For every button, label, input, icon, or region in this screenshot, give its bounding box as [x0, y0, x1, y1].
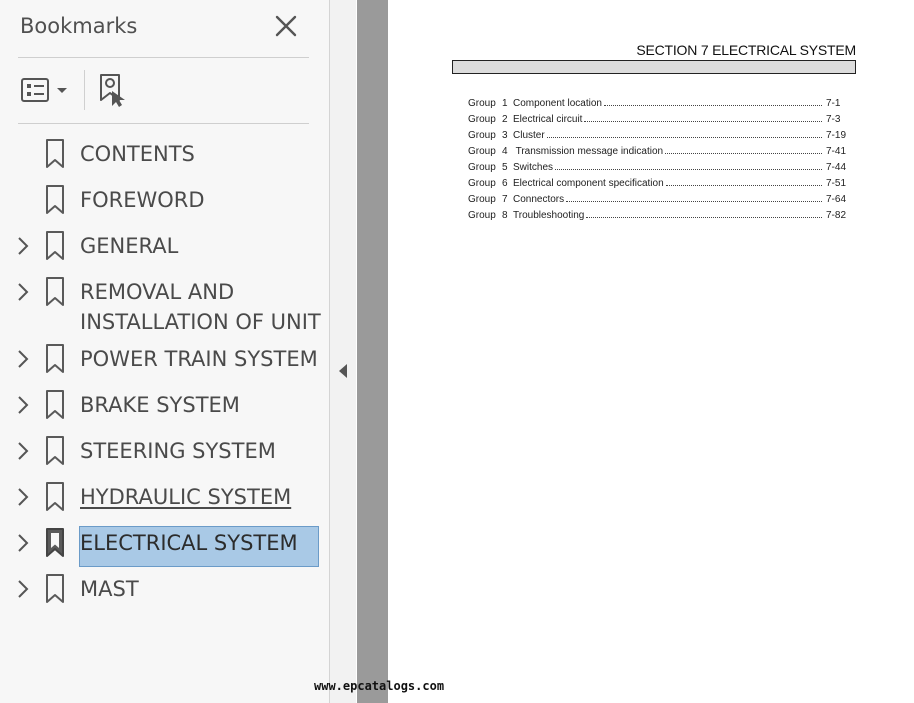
toc-num: 2 — [502, 114, 508, 125]
toc-leader — [666, 184, 822, 186]
bookmark-label[interactable]: STEERING SYSTEM — [80, 439, 276, 463]
toc-group: Group — [468, 98, 496, 109]
bookmark-icon — [45, 390, 65, 420]
toc-leader — [555, 168, 822, 170]
toc-leader — [584, 120, 822, 122]
toc-leader — [604, 104, 822, 106]
panel-title: Bookmarks — [20, 14, 138, 38]
toc-num: 4 — [502, 146, 508, 157]
toc-num: 8 — [502, 210, 508, 221]
bookmark-filled-icon — [45, 528, 65, 558]
toc-title: Connectors — [513, 194, 565, 205]
panel-splitter[interactable] — [330, 0, 356, 703]
toc-leader — [566, 200, 822, 202]
chevron-right-icon[interactable] — [16, 532, 30, 554]
toc-leader — [586, 216, 822, 218]
toc-page: 7-51 — [826, 178, 847, 189]
section-title-bar — [452, 60, 856, 74]
toc-group: Group — [468, 194, 496, 205]
document-page — [388, 0, 914, 703]
toc-num: 1 — [502, 98, 508, 109]
toc-title: Electrical circuit — [513, 114, 583, 125]
collapse-panel-icon[interactable] — [336, 362, 350, 380]
bookmark-label[interactable]: MAST — [80, 577, 139, 601]
chevron-right-icon[interactable] — [16, 440, 30, 462]
toc-group: Group — [468, 178, 496, 189]
toc-row[interactable] — [468, 125, 848, 141]
bookmarks-panel — [0, 0, 330, 703]
chevron-right-icon[interactable] — [16, 235, 30, 257]
document-gutter — [357, 0, 388, 703]
toc-page: 7-44 — [826, 162, 847, 173]
toc-page: 7-82 — [826, 210, 847, 221]
toc-row[interactable] — [468, 173, 848, 189]
toc-title: Cluster — [513, 130, 545, 141]
toc-page: 7-64 — [826, 194, 847, 205]
toc-group: Group — [468, 146, 496, 157]
toc-group: Group — [468, 162, 496, 173]
bookmark-label[interactable]: FOREWORD — [80, 188, 205, 212]
toc-page: 7-3 — [826, 114, 841, 125]
chevron-right-icon[interactable] — [16, 281, 30, 303]
toolbar-separator — [84, 70, 85, 110]
toc-page: 7-19 — [826, 130, 847, 141]
divider — [18, 57, 309, 58]
toc-leader — [665, 152, 822, 154]
close-icon[interactable] — [272, 12, 300, 40]
toc-row[interactable] — [468, 93, 848, 109]
toc-row[interactable] — [468, 109, 848, 125]
bookmark-label[interactable]: BRAKE SYSTEM — [80, 393, 240, 417]
toc-num: 7 — [502, 194, 508, 205]
toc-row[interactable] — [468, 205, 848, 221]
toc-num: 5 — [502, 162, 508, 173]
watermark: www.epcatalogs.com — [314, 679, 445, 693]
bookmark-icon — [45, 436, 65, 466]
toc-group: Group — [468, 114, 496, 125]
chevron-right-icon[interactable] — [16, 394, 30, 416]
toc-title: Switches — [513, 162, 554, 173]
divider — [18, 123, 309, 124]
find-bookmark-icon[interactable] — [98, 72, 132, 108]
chevron-right-icon[interactable] — [16, 348, 30, 370]
bookmark-icon — [45, 277, 65, 307]
bookmark-label[interactable]: CONTENTS — [80, 142, 195, 166]
bookmark-label-line2[interactable]: INSTALLATION OF UNIT — [80, 310, 321, 334]
toc-title: Transmission message indication — [513, 146, 664, 157]
bookmark-label[interactable]: POWER TRAIN SYSTEM — [80, 347, 318, 371]
toc-title: Component location — [513, 98, 602, 109]
bookmark-icon — [45, 482, 65, 512]
toc-page: 7-41 — [826, 146, 847, 157]
bookmark-icon — [45, 344, 65, 374]
bookmark-icon — [45, 231, 65, 261]
section-title: SECTION 7 ELECTRICAL SYSTEM — [636, 42, 856, 58]
chevron-right-icon[interactable] — [16, 486, 30, 508]
toc-leader — [547, 136, 822, 138]
bookmark-label[interactable]: GENERAL — [80, 234, 179, 258]
toc-row[interactable] — [468, 189, 848, 205]
toc-page: 7-1 — [826, 98, 841, 109]
toc-group: Group — [468, 130, 496, 141]
chevron-right-icon[interactable] — [16, 578, 30, 600]
toc-title: Electrical component specification — [513, 178, 664, 189]
bookmark-options-icon[interactable] — [20, 74, 72, 106]
toc-num: 6 — [502, 178, 508, 189]
bookmark-icon — [45, 139, 65, 169]
bookmark-icon — [45, 185, 65, 215]
toc-num: 3 — [502, 130, 508, 141]
toc-row[interactable] — [468, 157, 848, 173]
bookmark-label[interactable]: REMOVAL AND — [80, 280, 235, 304]
toc-group: Group — [468, 210, 496, 221]
bookmark-label[interactable]: HYDRAULIC SYSTEM — [80, 485, 292, 509]
bookmark-icon — [45, 574, 65, 604]
toc-row[interactable] — [468, 141, 848, 157]
toc-title: Troubleshooting — [513, 210, 585, 221]
bookmark-label[interactable]: ELECTRICAL SYSTEM — [80, 531, 298, 555]
